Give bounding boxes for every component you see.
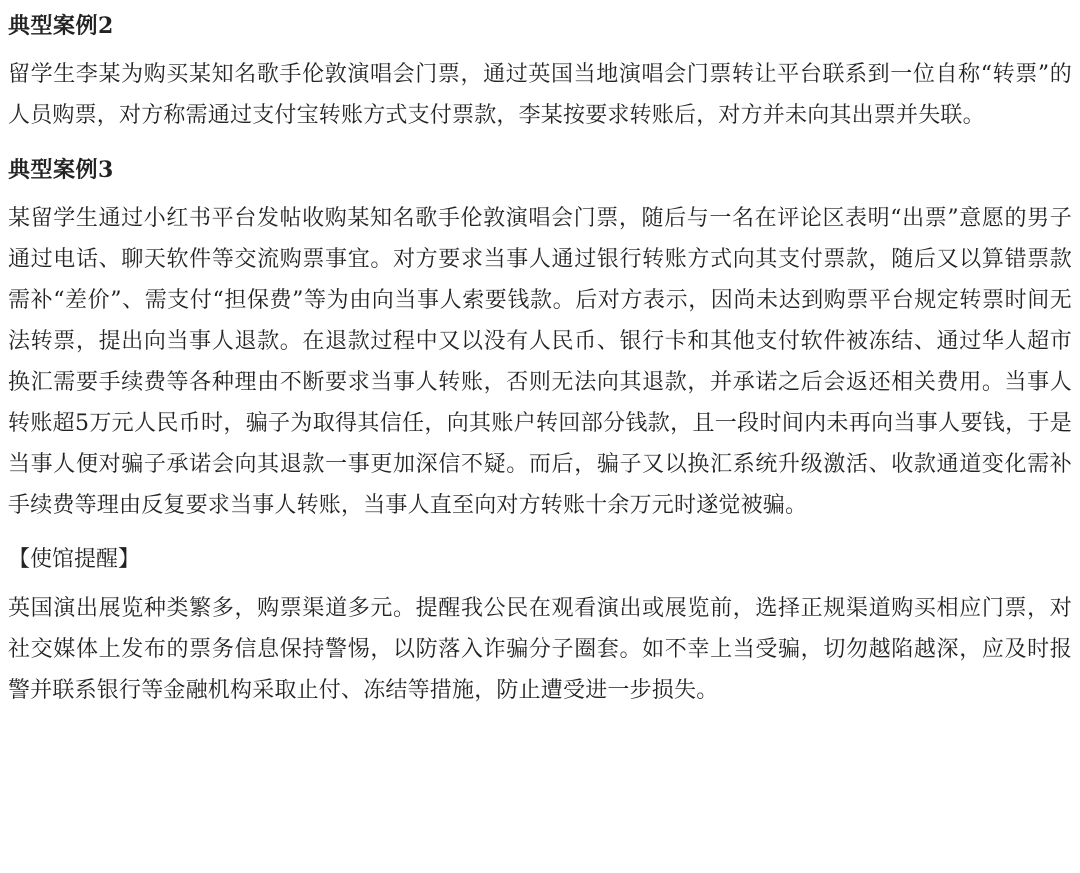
embassy-reminder-heading: 【使馆提醒】 [8,547,141,572]
case-2-heading: 典型案例2 [8,13,114,39]
case-3-body: 某留学生通过小红书平台发帖收购某知名歌手伦敦演唱会门票，随后与一名在评论区表明“出票”意愿的男子通过电话、聊天软件等交流购票事宜。对方要求当事人通过银行转账方式向其支付票款，随后又以算错票款需补“差价”、需支付“担保费”等为由向当事人索要钱款。后对方表示，因尚未达到购票平台规定转票时间无法转票，提出向当事人退款。在退款过程中又以没有人民币、银行卡和其他支付软件被冻结、通过华人超市换汇需要手续费等各种理由不断要求当事人转账，否则无法向其退款，并承诺之后会返还相关费用。当事人转账超5万元人民币时，骗子为取得其信任，向其账户转回部分钱款，且一段时间内未再向当事人要钱，于是当事人便对骗子承诺会向其退款一事更加深信不疑。而后，骗子又以换汇系统升级激活、收款通道变化需补手续费等理由反复要求当事人转账，当事人直至向对方转账十余万元时遂觉被骗。 [8,206,1072,518]
case-3-heading: 典型案例3 [8,157,114,183]
case-2-body: 留学生李某为购买某知名歌手伦敦演唱会门票，通过英国当地演唱会门票转让平台联系到一位自称“转票”的人员购票，对方称需通过支付宝转账方式支付票款，李某按要求转账后，对方并未向其出票并失联。 [8,62,1072,128]
embassy-reminder-body: 英国演出展览种类繁多，购票渠道多元。提醒我公民在观看演出或展览前，选择正规渠道购买相应门票，对社交媒体上发布的票务信息保持警惕，以防落入诈骗分子圈套。如不幸上当受骗，切勿越陷越深，应及时报警并联系银行等金融机构采取止付、冻结等措施，防止遭受进一步损失。 [8,596,1072,703]
